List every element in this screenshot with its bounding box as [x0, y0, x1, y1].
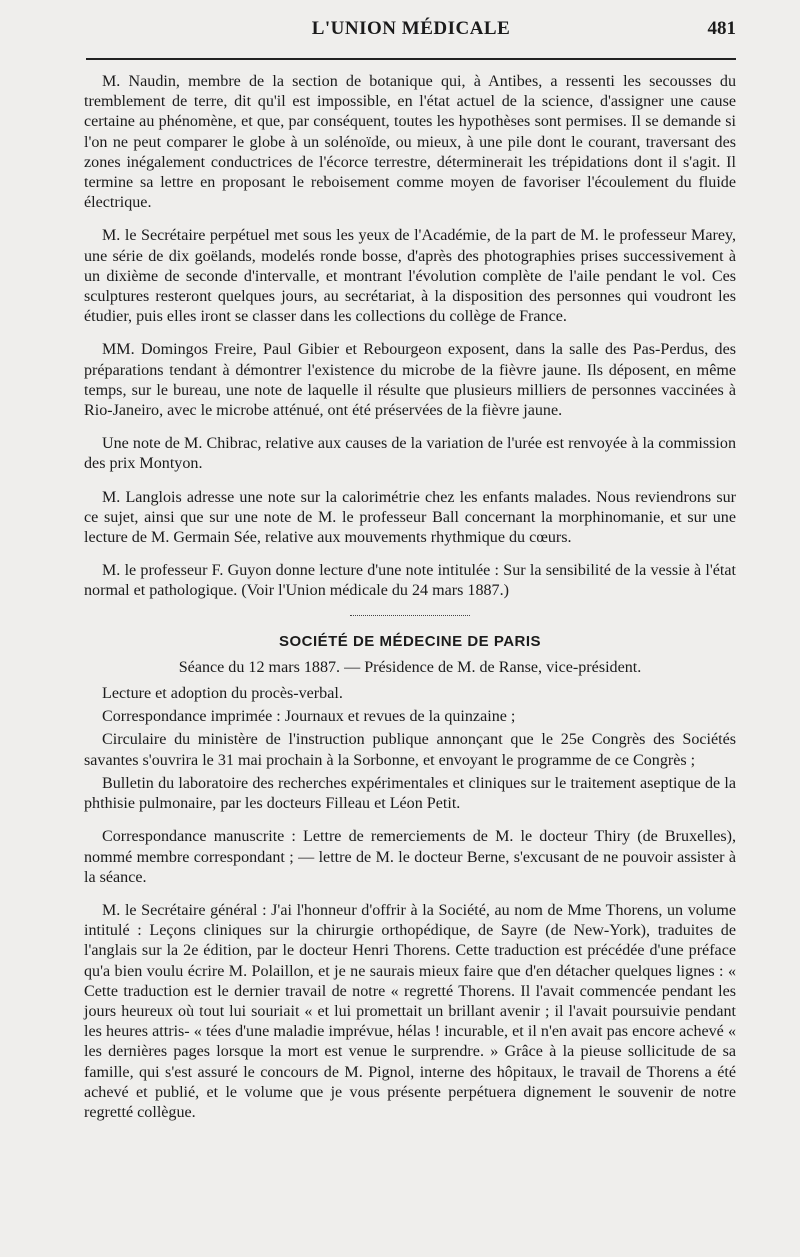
- paragraph-circulaire: Circulaire du ministère de l'instruction publique annonçant que le 25e Congrès des Sociétés savantes s'ouvrira le 31 mai prochain à la Sorbonne, et envoyant le programme de ce Congrès ;: [84, 731, 736, 769]
- journal-title: L'UNION MÉDICALE: [311, 18, 511, 39]
- article-body: [84, 72, 736, 1136]
- paragraph-bulletin: Bulletin du laboratoire des recherches expérimentales et cliniques sur le traitement aseptique de la phthisie pulmonaire, par les docteurs Filleau et Léon Petit.: [84, 774, 736, 813]
- paragraph-naudin: M. Naudin, membre de la section de botanique qui, à Antibes, a ressenti les secousses du tremblement de terre, dit qu'il est impossible, en l'état actuel de la science, d'assigner une cause certaine au phénomène, et que, par conséquent, toutes les hypothèses sont permises. Il se demande si l'on ne peut comparer le globe à un solénoïde, ou mieux, à une pile dont le courant, traversant des zones inégalement conductrices de l'écorce terrestre, déterminerait les trépidations dont il s'agit. Il termine sa lettre en proposant le reboisement comme moyen de favoriser l'écoulement du fluide électrique.: [84, 73, 736, 212]
- paragraph-chibrac: Une note de M. Chibrac, relative aux causes de la variation de l'urée est renvoyée à la commission des prix Montyon.: [84, 435, 736, 473]
- paragraph-guyon: M. le professeur F. Guyon donne lecture d'une note intitulée : Sur la sensibilité de la vessie à l'état normal et pathologique. (Voir l'Union médicale du 24 mars 1887.): [84, 562, 736, 600]
- paragraph-correspondance-manuscrite: Correspondance manuscrite : Lettre de remerciements de M. le docteur Thiry (de Bruxelles), nommé membre correspondant ; — lettre de M. le docteur Berne, s'excusant de ne pouvoir assister à la séance.: [84, 828, 736, 886]
- page-number: 481: [707, 18, 736, 39]
- paragraph-fievre-jaune: MM. Domingos Freire, Paul Gibier et Rebourgeon exposent, dans la salle des Pas-Perdus, des préparations tendant à démontrer l'existence du microbe de la fièvre jaune. Ils déposent, en même temps, sur le bureau, une note de laquelle il résulte que plusieurs milliers de personnes vaccinées à Rio-Janeiro, avec le microbe atténué, ont été préservées de la fièvre jaune.: [84, 341, 736, 420]
- paragraph-secretaire-general: M. le Secrétaire général : J'ai l'honneur d'offrir à la Société, au nom de Mme Thorens, un volume intitulé : Leçons cliniques sur la chirurgie orthopédique, de Sayre (de New-York), traduites de l'anglais sur la 2e édition, par le docteur Henri Thorens. Cette traduction est précédée d'une préface qu'a bien voulu écrire M. Polaillon, et je ne saurais mieux faire que d'en détacher quelques lignes : « Cette traduction est le dernier travail de notre « regretté Thorens. Il l'avait commencée pendant les jours heureux où tout lui souriait « et lui promettait un brillant avenir ; il l'avait poursuivie pendant les heures attris- « tées d'une maladie imprévue, hélas ! incurable, et il n'en avait pas encore achevé « les dernières pages lorsque la mort est venue le surprendre. » Grâce à la pieuse sollicitude de sa famille, qui s'est assuré le concours de M. Pignol, interne des hôpitaux, le travail de Thorens a été achevé et publié, et le volume que je vous présente perpétuera dignement le souvenir de notre regretté collègue.: [84, 901, 736, 1121]
- paragraph-langlois: M. Langlois adresse une note sur la calorimétrie chez les enfants malades. Nous reviendrons sur ce sujet, ainsi que sur une note de M. le professeur Ball concernant la morphinomanie, et sur une lecture de M. Germain Sée, relative aux mouvements rhythmique du cœurs.: [84, 488, 736, 547]
- paragraph-proces-verbal: Lecture et adoption du procès-verbal.: [102, 685, 343, 703]
- paragraph-correspondance-imprimee: Correspondance imprimée : Journaux et revues de la quinzaine ;: [102, 708, 516, 726]
- header-rule: [86, 58, 736, 60]
- section-separator: [350, 615, 470, 616]
- paragraph-secretaire-perpetuel: M. le Secrétaire perpétuel met sous les yeux de l'Académie, de la part de M. le professeur Marey, une série de dix goëlands, modelés ronde bosse, d'après des photographies prises successivement à un dixième de seconde d'intervalle, et montrant l'évolution complète de l'aile pendant le vol. Ces sculptures resteront quelques jours, au secrétariat, à la disposition des personnes qui voudront les étudier, puis elles iront se classer dans les collections du collège de France.: [84, 227, 736, 326]
- section-heading: SOCIÉTÉ DE MÉDECINE DE PARIS: [278, 632, 542, 650]
- running-header: [86, 18, 736, 48]
- seance-line: Séance du 12 mars 1887. — Présidence de M. de Ranse, vice-président.: [178, 658, 642, 676]
